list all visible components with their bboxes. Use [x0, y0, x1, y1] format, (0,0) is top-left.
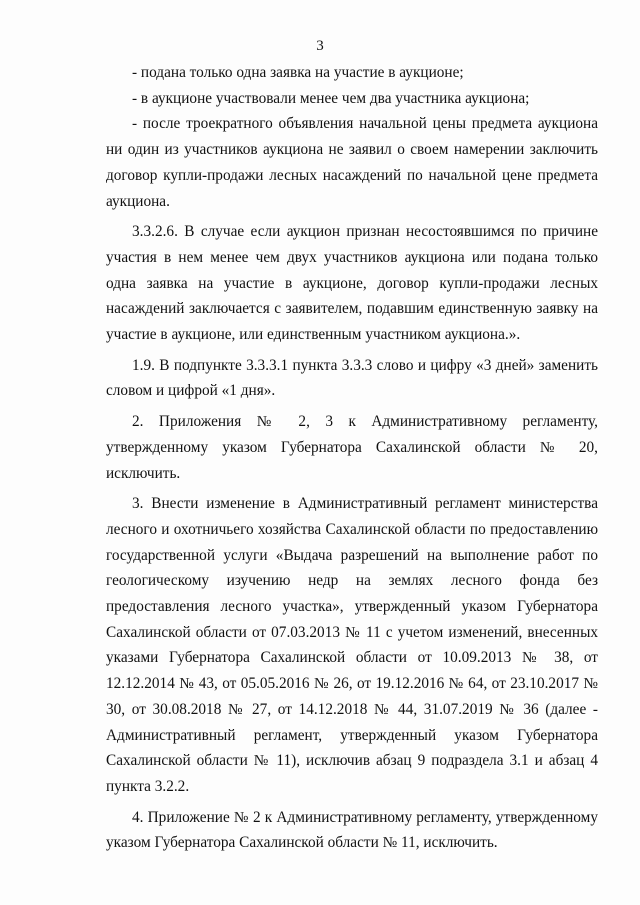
paragraph-1-9: 1.9. В подпункте 3.3.3.1 пункта 3.3.3 слово и цифру «3 дней» заменить словом и цифрой «1 дня». — [106, 356, 598, 400]
list-item-no-bids: - после троекратного объявления начальной цены предмета аукциона ни один из участников аукциона не заявил о своем намерении заключить договор купли-продажи лесных насаждений по начальной цене предмета аукциона. — [106, 115, 598, 210]
paragraph-2: 2. Приложения № 2, 3 к Административному регламенту, утвержденному указом Губернатора Сахалинской области № 20, исключить. — [106, 413, 598, 482]
list-item-single-application: - подана только одна заявка на участие в аукционе; — [132, 64, 464, 81]
document-body — [106, 60, 598, 861]
paragraph-4: 4. Приложение № 2 к Административному регламенту, утвержденному указом Губернатора Сахалинской области № 11, исключить. — [106, 808, 598, 852]
paragraph-3: 3. Внести изменение в Административный регламент министерства лесного и охотничьего хозяйства Сахалинской области по предоставлению государственной услуги «Выдача разрешений на выполнение работ по геологическому изучению недр на землях лесного фонда без предоставления лесного участка», утвержденный указом Губернатора Сахалинской области от 07.03.2013 № 11 с учетом изменений, внесенных указами Губернатора Сахалинской области от 10.09.2013 № 38, от 12.12.2014 № 43, от 05.05.2016 № 26, от 19.12.2016 № 64, от 23.10.2017 № 30, от 30.08.2018 № 27, от 14.12.2018 № 44, 31.07.2019 № 36 (далее - Административный регламент, утвержденный указом Губернатора Сахалинской области № 11), исключив абзац 9 подраздела 3.1 и абзац 4 пункта 3.2.2. — [106, 495, 598, 795]
paragraph-3-3-2-6: 3.3.2.6. В случае если аукцион признан несостоявшимся по причине участия в нем менее чем двух участников аукциона или подана только одна заявка на участие в аукционе, договор купли-продажи лесных насаждений заключается с заявителем, подавшим единственную заявку на участие в аукционе, или единственным участником аукциона.». — [106, 223, 598, 344]
list-item-fewer-participants: - в аукционе участвовали менее чем два участника аукциона; — [132, 89, 530, 107]
page-number: 3 — [316, 38, 324, 54]
